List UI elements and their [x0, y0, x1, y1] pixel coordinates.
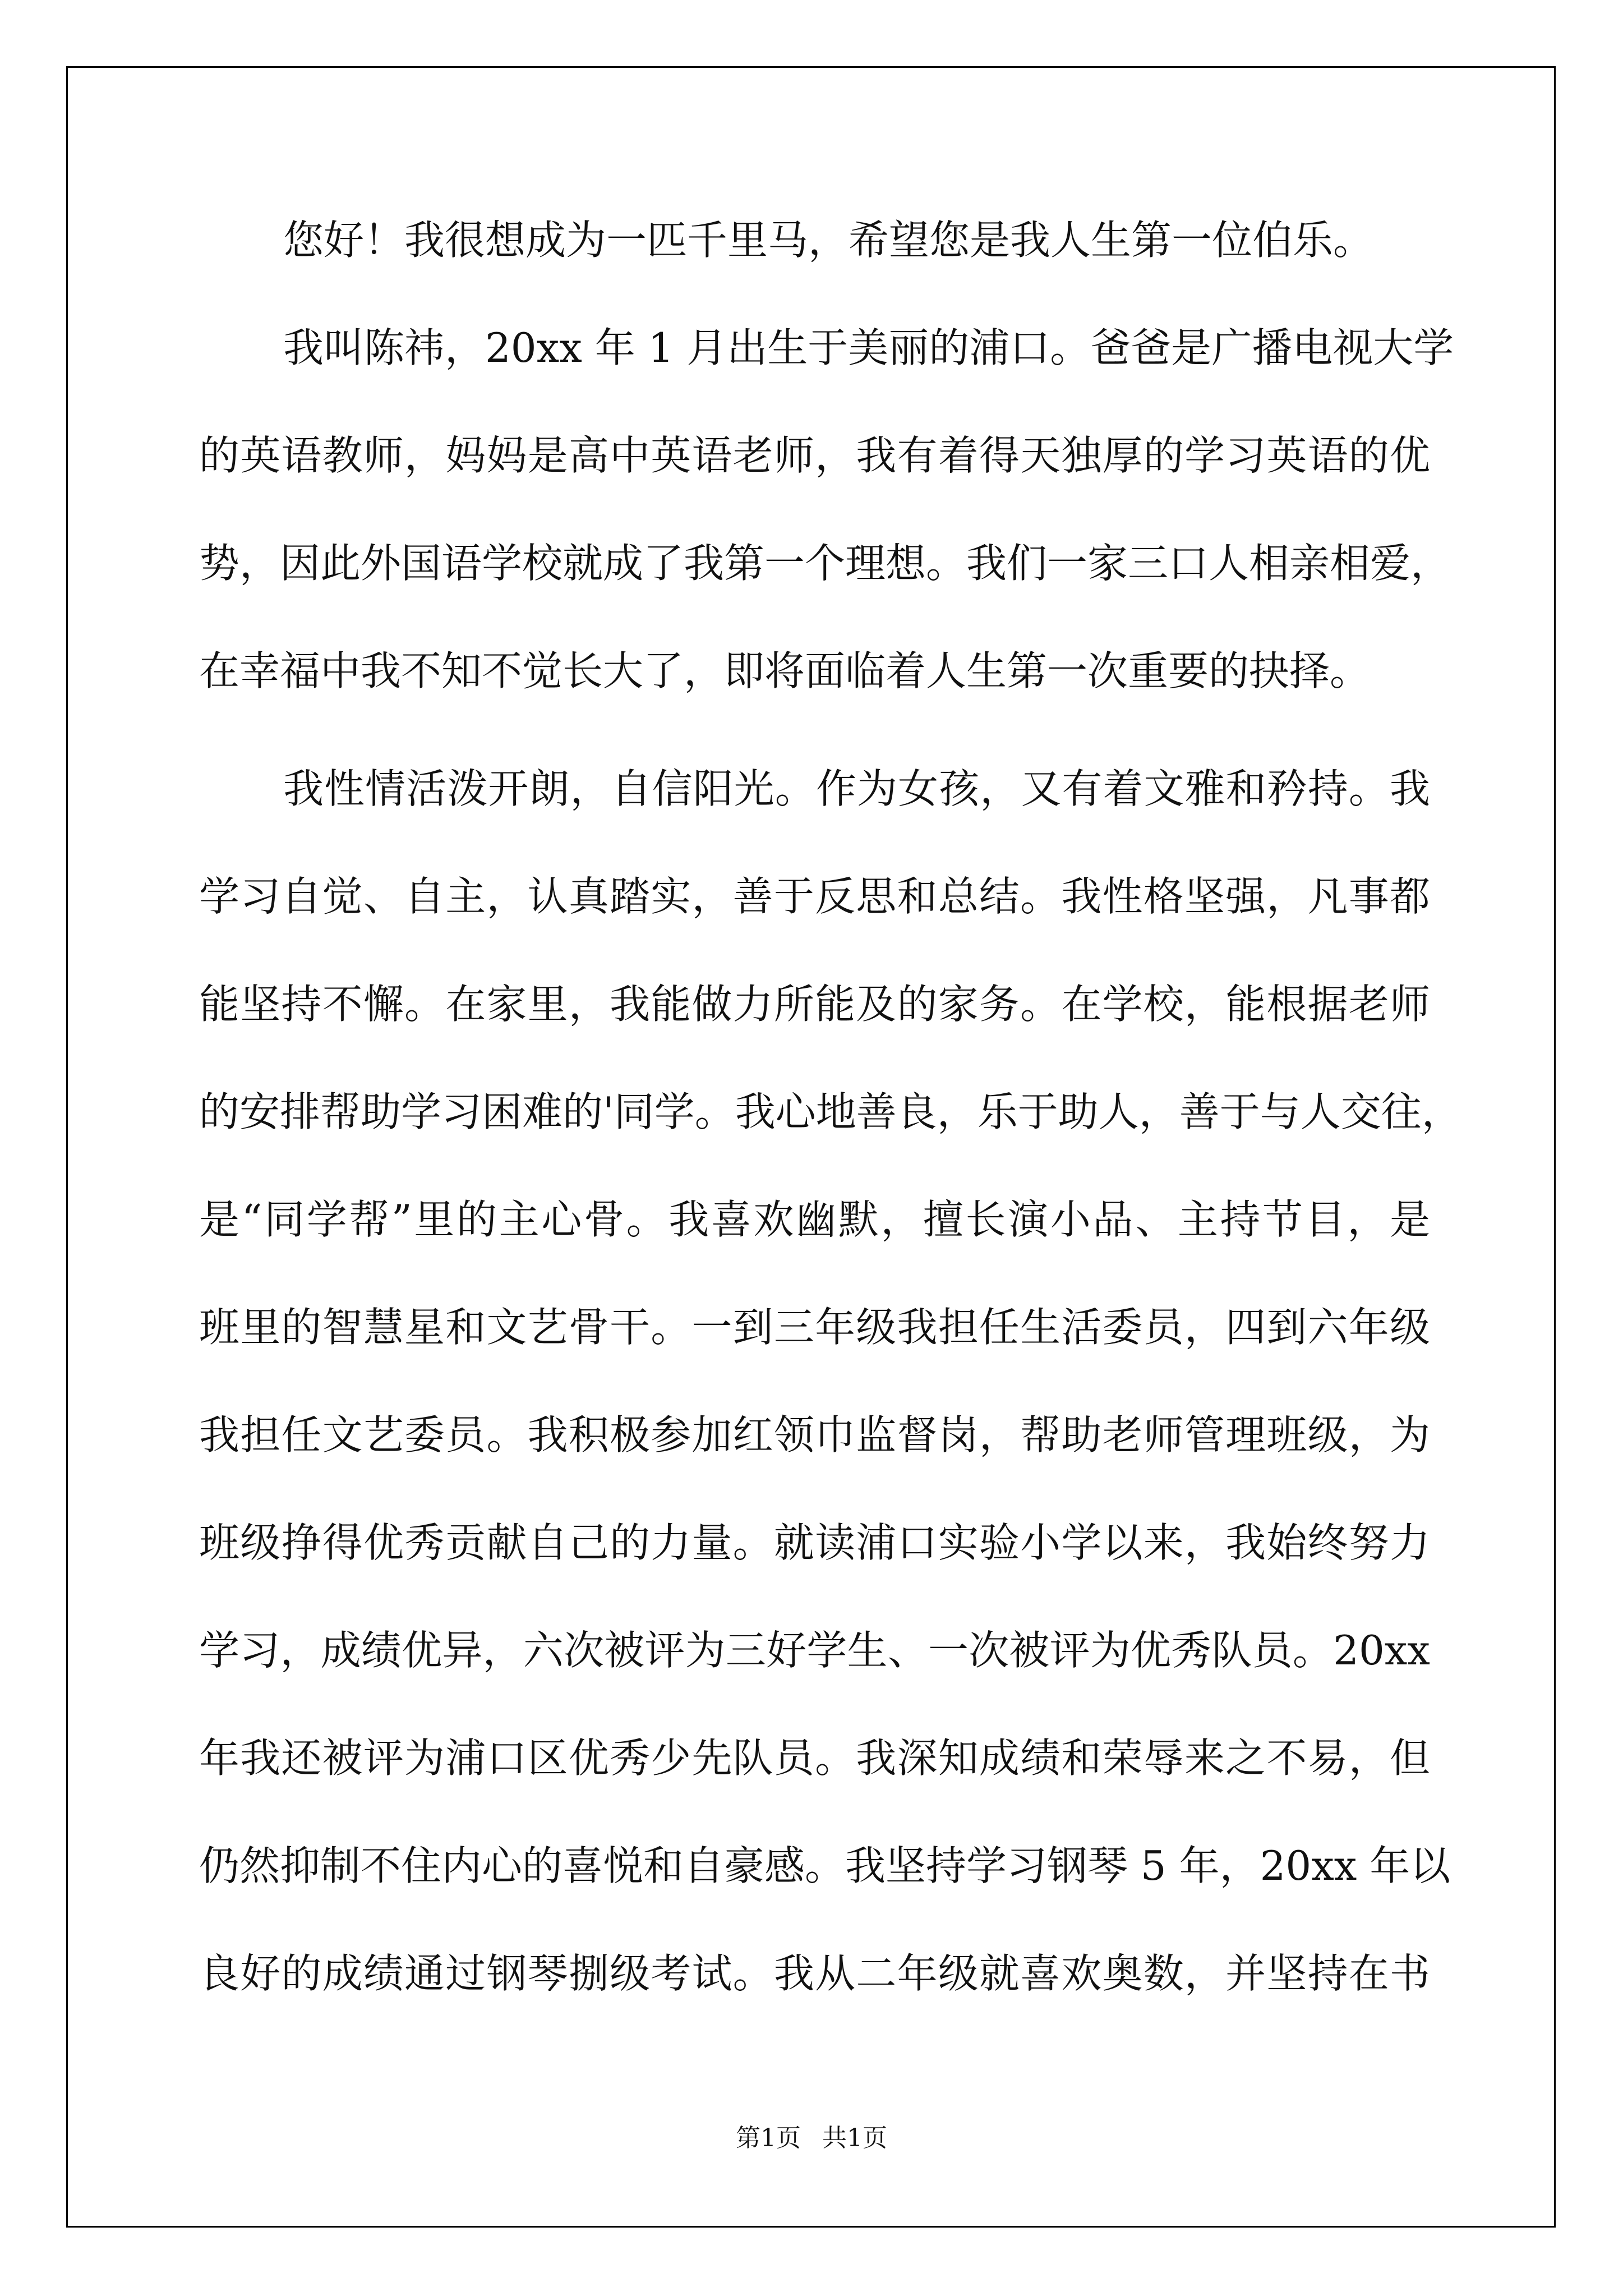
- text-line: 能坚持不懈。在家里，我能做力所能及的家务。在学校，能根据老师: [199, 981, 1430, 1028]
- text-line: 班级挣得优秀贡献自己的力量。就读浦口实验小学以来，我始终努力: [199, 1519, 1430, 1566]
- text-line: 学习，成绩优异，六次被评为三好学生、一次被评为优秀队员。20xx: [199, 1627, 1430, 1674]
- text-line: 良好的成绩通过钢琴捌级考试。我从二年级就喜欢奥数，并坚持在书: [199, 1950, 1430, 1997]
- text-line: 我叫陈祎，20xx 年 1 月出生于美丽的浦口。爸爸是广播电视大学: [283, 324, 1454, 371]
- text-line: 年我还被评为浦口区优秀少先队员。我深知成绩和荣辱来之不易，但: [199, 1734, 1430, 1782]
- text-line: 您好！我很想成为一匹千里马，希望您是我人生第一位伯乐。: [283, 217, 1374, 264]
- text-line: 势，因此外国语学校就成了我第一个理想。我们一家三口人相亲相爱，: [199, 540, 1451, 587]
- text-line: 学习自觉、自主，认真踏实，善于反思和总结。我性格坚强，凡事都: [199, 873, 1430, 920]
- text-line: 的安排帮助学习困难的'同学。我心地善良，乐于助人，善于与人交往，: [199, 1088, 1462, 1135]
- page-footer: [0, 2118, 1623, 2154]
- page-border: [66, 66, 1556, 2228]
- text-line: 在幸福中我不知不觉长大了，即将面临着人生第一次重要的抉择。: [199, 647, 1371, 694]
- text-line: 的英语教师，妈妈是高中英语老师，我有着得天独厚的学习英语的优: [199, 432, 1430, 479]
- text-line: 班里的智慧星和文艺骨干。一到三年级我担任生活委员，四到六年级: [199, 1304, 1430, 1351]
- text-line: 我性情活泼开朗，自信阳光。作为女孩，又有着文雅和矜持。我: [283, 765, 1430, 812]
- page-total: 共1页: [822, 2124, 887, 2152]
- text-line: 是“同学帮”里的主心骨。我喜欢幽默，擅长演小品、主持节目，是: [199, 1196, 1430, 1243]
- text-line: 仍然抑制不住内心的喜悦和自豪感。我坚持学习钢琴 5 年，20xx 年以: [199, 1842, 1451, 1889]
- text-line: 我担任文艺委员。我积极参加红领巾监督岗，帮助老师管理班级，为: [199, 1411, 1430, 1458]
- page-number: 第1页: [736, 2124, 801, 2152]
